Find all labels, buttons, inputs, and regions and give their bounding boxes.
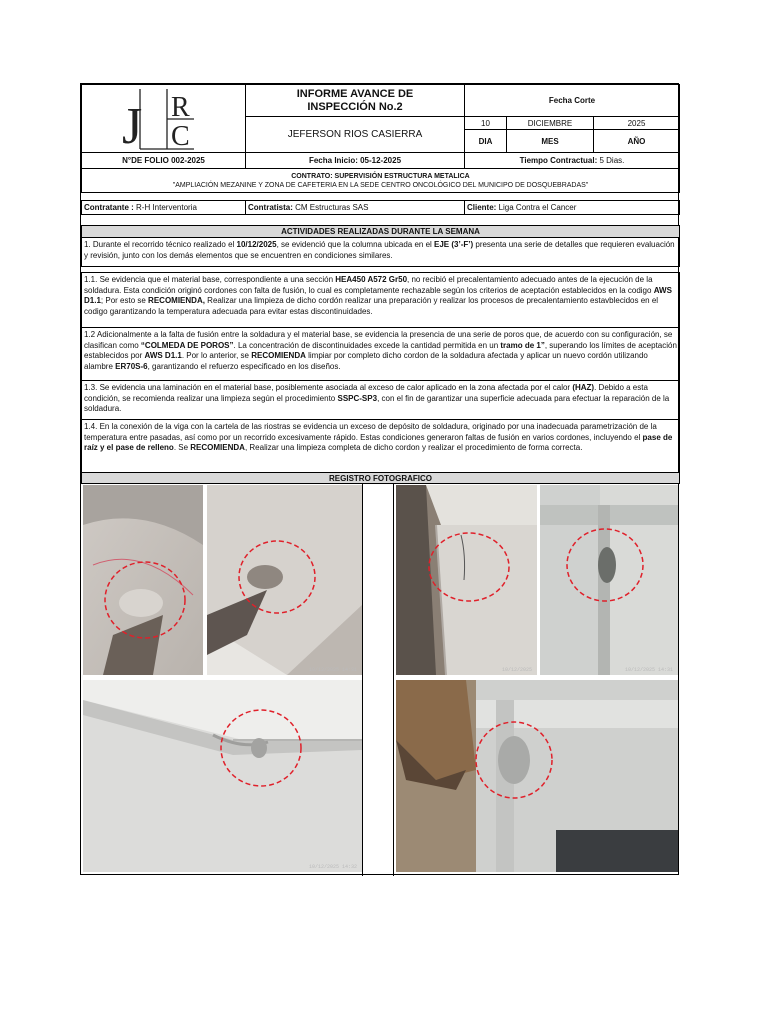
month-label xyxy=(506,129,594,153)
logo-letter-c: C xyxy=(171,121,190,152)
weld-photo-3 xyxy=(396,485,537,675)
activity-paragraph-1: 1. Durante el recorrido técnico realizado el 10/12/2025, se evidenció que la columna ubicada en el EJE (3’-F’) presenta una serie de detalles que requieren evaluación y revisión, junto con los demás elementos que se encuentren en condiciones similares. xyxy=(81,237,680,267)
logo-letter-r: R xyxy=(171,92,190,123)
contract-line-2: "AMPLIACIÓN MEZANINE Y ZONA DE CAFETERIA EN LA SEDE CENTRO ONCOLÓGICO DEL MUNICIPO DE DOSQUEBRADAS" xyxy=(172,181,589,189)
activities-heading-text: ACTIVIDADES REALIZADAS DURANTE LA SEMANA xyxy=(281,227,480,236)
photo-heading-text: REGISTRO FOTOGRAFICO xyxy=(329,473,432,483)
photo-2-stamp: 10/12/2025 14:31 xyxy=(308,667,357,673)
cliente-value: Liga Contra el Cancer xyxy=(496,203,577,212)
contratante xyxy=(81,200,246,215)
day-value-text: 10 xyxy=(481,118,490,128)
logo-letter-j: J xyxy=(122,98,143,154)
title-line-1: INFORME AVANCE DE xyxy=(296,87,414,100)
photo-gap-column xyxy=(362,483,394,876)
contratista-label: Contratista: xyxy=(248,203,293,212)
month-label-text: MES xyxy=(541,136,559,146)
folio-number xyxy=(81,152,246,169)
contratante-value: R-H Interventoria xyxy=(133,203,197,212)
contratista-value: CM Estructuras SAS xyxy=(292,203,369,212)
contratista xyxy=(245,200,465,215)
report-title xyxy=(245,84,465,117)
weld-photo-2 xyxy=(207,485,362,675)
weld-photo-5-image xyxy=(83,680,362,872)
weld-photo-6 xyxy=(396,680,678,872)
tiempo-value: 5 Dias. xyxy=(597,156,625,165)
weld-photo-1-image xyxy=(83,485,203,675)
year-label xyxy=(593,129,680,153)
year-value-text: 2025 xyxy=(627,118,646,128)
photo-3-stamp: 10/12/2025 xyxy=(501,667,532,673)
weld-photo-2-image xyxy=(207,485,362,675)
day-value xyxy=(464,116,507,130)
cliente xyxy=(464,200,680,215)
title-line-2: INSPECCIÓN No.2 xyxy=(307,100,403,113)
jrc-logo xyxy=(82,85,246,153)
inspector-name xyxy=(245,116,465,153)
contratante-label: Contratante : xyxy=(84,203,134,212)
tiempo-contractual xyxy=(464,152,680,169)
day-label-text: DIA xyxy=(478,136,493,146)
year-label-text: AÑO xyxy=(627,136,646,146)
inspector-name-text: JEFERSON RIOS CASIERRA xyxy=(287,129,423,140)
activity-paragraph-1-3: 1.3. Se evidencia una laminación en el material base, posiblemente asociada al exceso de calor aplicado en la zona afectada por el calor (HAZ). Debido a esta condición, se recomienda realizar una limpieza según el procedimiento SSPC-SP3, con el fin de garantizar una superficie adecuada para efectuar la reparación de la soldadura. xyxy=(81,380,680,420)
weld-photo-4 xyxy=(540,485,678,675)
inspection-report-sheet xyxy=(80,83,679,875)
day-label xyxy=(464,129,507,153)
year-value xyxy=(593,116,680,130)
logo-cell xyxy=(81,84,246,153)
fecha-corte-label xyxy=(464,84,680,117)
photo-4-stamp: 10/12/2025 14:31 xyxy=(624,667,673,673)
fecha-corte-text: Fecha Corte xyxy=(548,96,596,105)
month-value xyxy=(506,116,594,130)
folio-text: N°DE FOLIO 002-2025 xyxy=(122,156,205,165)
activity-paragraph-1-2: 1.2 Adicionalmente a la falta de fusión entre la soldadura y el material base, se evidencia la presencia de una serie de poros que, de acuerdo con su configuración, se clasifican como “COLMEDA DE POROS”. La concentración de discontinuidades excede la cantidad permitida en un tramo de 1”, superando los límites de aceptación establecidos por AWS D1.1. Por lo anterior, se RECOMIENDA limpiar por completo dicho cordon de la soldadura afectada y aplicar un nuevo cordón utilizando alambre ER70S-6, garantizando el refuerzo especificado en los diseños. xyxy=(81,327,680,381)
weld-photo-3-image xyxy=(396,485,537,675)
activity-paragraph-1-4: 1.4. En la conexión de la viga con la cartela de las riostras se evidencia un exceso de depósito de soldadura, originado por una inadecuada parametrización de la temperatura entre pasadas, así como por un recorrido excesivamente rápido. Estas condiciones generaron faltas de fusión en varios cordones, incluyendo el pase de raíz y el pase de relleno. Se RECOMIENDA, Realizar una limpieza completa de dicho cordon y realizar el procedimiento de forma correcta. xyxy=(81,419,680,473)
tiempo-label: Tiempo Contractual: xyxy=(519,156,598,165)
photo-5-stamp: 10/12/2025 14:32 xyxy=(308,864,357,870)
contract-description xyxy=(81,168,680,193)
weld-photo-5 xyxy=(83,680,362,872)
fecha-inicio-text: Fecha Inicio: 05-12-2025 xyxy=(308,156,402,165)
month-value-text: DICIEMBRE xyxy=(527,118,573,128)
weld-photo-6-image xyxy=(396,680,678,872)
weld-photo-1 xyxy=(83,485,203,675)
activity-paragraph-1-1: 1.1. Se evidencia que el material base, correspondiente a una sección HEA450 A572 Gr50, no recibió el precalentamiento adecuado antes de la ejecución de la soldadura. Esta condición originó cordones con falta de fusión, lo cual es completamente rechazable según los criterios de aceptación establecidos en la codigo AWS D1.1; Por esto se RECOMIENDA, Realizar una limpieza de dicho cordón realizar una preparación y realizar los procesos de precalentamiento estavblecidos en el codigo garantizando la temperatura adecuada para evitar estas discontinuidades. xyxy=(81,272,680,328)
cliente-label: Cliente: xyxy=(467,203,497,212)
weld-photo-4-image xyxy=(540,485,678,675)
contract-line-1: CONTRATO: SUPERVISIÓN ESTRUCTURA METALICA xyxy=(291,172,470,180)
fecha-inicio xyxy=(245,152,465,169)
